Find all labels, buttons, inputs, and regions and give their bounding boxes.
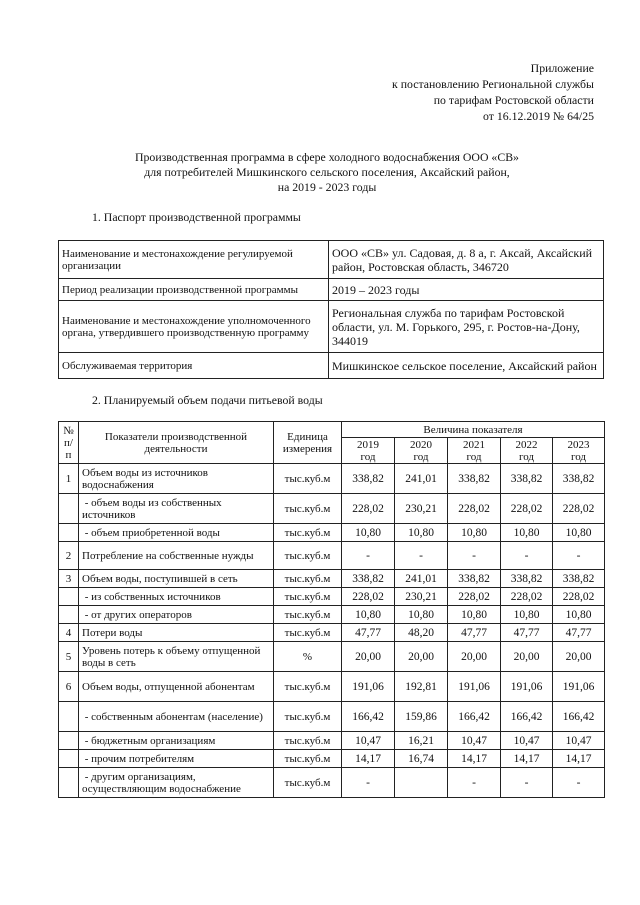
row-value: 20,00 bbox=[448, 642, 501, 672]
row-value: 47,77 bbox=[448, 624, 501, 642]
row-indicator: Уровень потерь к объему отпущенной воды в сеть bbox=[79, 642, 274, 672]
appendix-line: по тарифам Ростовской области bbox=[433, 93, 594, 107]
row-value: 48,20 bbox=[395, 624, 448, 642]
row-indicator: - от других операторов bbox=[79, 606, 274, 624]
row-value: 16,21 bbox=[395, 732, 448, 750]
row-value: 228,02 bbox=[342, 494, 395, 524]
row-unit: тыс.куб.м bbox=[274, 702, 342, 732]
row-value: 10,47 bbox=[448, 732, 501, 750]
table-row bbox=[59, 494, 605, 524]
row-indicator: Объем воды из источников водоснабжения bbox=[79, 464, 274, 494]
row-value: 14,17 bbox=[342, 750, 395, 768]
row-number bbox=[59, 606, 79, 624]
passport-label: Наименование и местонахождение уполномоченного органа, утвердившего производственную программу bbox=[59, 301, 329, 353]
row-indicator: - прочим потребителям bbox=[79, 750, 274, 768]
passport-value: Региональная служба по тарифам Ростовской области, ул. М. Горького, 295, г. Ростов-на-Дону, 344019 bbox=[329, 301, 604, 353]
row-value: 228,02 bbox=[342, 588, 395, 606]
row-value: 338,82 bbox=[553, 570, 605, 588]
header-year: 2022 год bbox=[501, 438, 553, 464]
row-unit: тыс.куб.м bbox=[274, 732, 342, 750]
row-unit: тыс.куб.м bbox=[274, 494, 342, 524]
header-year: 2021 год bbox=[448, 438, 501, 464]
table-row bbox=[59, 624, 605, 642]
row-value: 14,17 bbox=[553, 750, 605, 768]
row-value: - bbox=[501, 542, 553, 570]
table-row bbox=[59, 570, 605, 588]
row-value: 10,80 bbox=[501, 606, 553, 624]
table-row bbox=[59, 702, 605, 732]
table-row bbox=[59, 606, 605, 624]
row-value: 338,82 bbox=[448, 464, 501, 494]
passport-label: Обслуживаемая территория bbox=[59, 353, 329, 379]
row-value: 241,01 bbox=[395, 464, 448, 494]
row-value: 338,82 bbox=[342, 464, 395, 494]
row-unit: тыс.куб.м bbox=[274, 750, 342, 768]
row-indicator: - объем воды из собственных источников bbox=[79, 494, 274, 524]
row-value: - bbox=[342, 768, 395, 798]
passport-value: ООО «СВ» ул. Садовая, д. 8 а, г. Аксай, Аксайский район, Ростовская область, 346720 bbox=[329, 241, 604, 279]
header-year: 2019 год bbox=[342, 438, 395, 464]
row-indicator: Потери воды bbox=[79, 624, 274, 642]
row-number bbox=[59, 524, 79, 542]
passport-row bbox=[59, 301, 604, 353]
row-value: 10,80 bbox=[395, 606, 448, 624]
appendix-line: Приложение bbox=[530, 61, 594, 75]
header-year: 2020 год bbox=[395, 438, 448, 464]
row-value: 20,00 bbox=[553, 642, 605, 672]
appendix-block bbox=[392, 60, 594, 124]
row-value: 10,80 bbox=[448, 524, 501, 542]
row-value: 228,02 bbox=[448, 494, 501, 524]
row-value: 166,42 bbox=[553, 702, 605, 732]
row-value: 230,21 bbox=[395, 588, 448, 606]
header-value-group: Величина показателя bbox=[342, 422, 605, 438]
row-indicator: - собственным абонентам (население) bbox=[79, 702, 274, 732]
row-unit: тыс.куб.м bbox=[274, 606, 342, 624]
row-value: 10,47 bbox=[501, 732, 553, 750]
row-value: 10,80 bbox=[395, 524, 448, 542]
row-value: 10,80 bbox=[342, 606, 395, 624]
passport-row bbox=[59, 241, 604, 279]
row-value: 10,47 bbox=[553, 732, 605, 750]
table-row bbox=[59, 542, 605, 570]
passport-value: 2019 – 2023 годы bbox=[329, 279, 604, 301]
row-unit: тыс.куб.м bbox=[274, 524, 342, 542]
table-row bbox=[59, 732, 605, 750]
row-value: 192,81 bbox=[395, 672, 448, 702]
row-value: 241,01 bbox=[395, 570, 448, 588]
row-value: 20,00 bbox=[342, 642, 395, 672]
table-row bbox=[59, 768, 605, 798]
row-unit: % bbox=[274, 642, 342, 672]
row-value: 166,42 bbox=[501, 702, 553, 732]
table-row bbox=[59, 464, 605, 494]
row-value: 10,80 bbox=[448, 606, 501, 624]
row-indicator: - другим организациям, осуществляющим водоснабжение bbox=[79, 768, 274, 798]
row-value: 191,06 bbox=[553, 672, 605, 702]
header-year: 2023 год bbox=[553, 438, 605, 464]
row-value: 230,21 bbox=[395, 494, 448, 524]
row-number bbox=[59, 750, 79, 768]
row-value: - bbox=[395, 542, 448, 570]
row-number: 5 bbox=[59, 642, 79, 672]
row-value: 159,86 bbox=[395, 702, 448, 732]
document-title: Производственная программа в сфере холодного водоснабжения ООО «СВ» для потребителей Мишкинского сельского поселения, Аксайский район, на 2019 - 2023 годы bbox=[135, 150, 519, 194]
row-number: 4 bbox=[59, 624, 79, 642]
table-row bbox=[59, 672, 605, 702]
row-value: 20,00 bbox=[395, 642, 448, 672]
row-value: 166,42 bbox=[448, 702, 501, 732]
passport-label: Период реализации производственной программы bbox=[59, 279, 329, 301]
table-row bbox=[59, 588, 605, 606]
row-value: 228,02 bbox=[501, 588, 553, 606]
row-indicator: Потребление на собственные нужды bbox=[79, 542, 274, 570]
header-num: № п/п bbox=[59, 422, 79, 464]
row-value: 338,82 bbox=[553, 464, 605, 494]
table-row bbox=[59, 642, 605, 672]
row-number: 2 bbox=[59, 542, 79, 570]
row-unit: тыс.куб.м bbox=[274, 588, 342, 606]
row-unit: тыс.куб.м bbox=[274, 624, 342, 642]
row-value: 338,82 bbox=[501, 570, 553, 588]
row-value: 10,80 bbox=[553, 524, 605, 542]
row-unit: тыс.куб.м bbox=[274, 464, 342, 494]
row-value: 47,77 bbox=[501, 624, 553, 642]
row-value: 47,77 bbox=[342, 624, 395, 642]
row-unit: тыс.куб.м bbox=[274, 672, 342, 702]
row-number bbox=[59, 732, 79, 750]
row-value: 191,06 bbox=[448, 672, 501, 702]
row-value: 166,42 bbox=[342, 702, 395, 732]
passport-value: Мишкинское сельское поселение, Аксайский район bbox=[329, 353, 604, 379]
row-number bbox=[59, 702, 79, 732]
row-unit: тыс.куб.м bbox=[274, 542, 342, 570]
row-value: - bbox=[448, 542, 501, 570]
appendix-line: к постановлению Региональной службы bbox=[392, 77, 594, 91]
row-value: 14,17 bbox=[448, 750, 501, 768]
row-value: 191,06 bbox=[501, 672, 553, 702]
passport-row bbox=[59, 353, 604, 379]
row-value: - bbox=[553, 768, 605, 798]
row-indicator: - объем приобретенной воды bbox=[79, 524, 274, 542]
row-indicator: Объем воды, отпущенной абонентам bbox=[79, 672, 274, 702]
row-number bbox=[59, 768, 79, 798]
header-indicator: Показатели производственной деятельности bbox=[79, 422, 274, 464]
row-value: 47,77 bbox=[553, 624, 605, 642]
section-1-heading: 1. Паспорт производственной программы bbox=[92, 210, 301, 224]
passport-row bbox=[59, 279, 604, 301]
row-value: 338,82 bbox=[342, 570, 395, 588]
row-number: 1 bbox=[59, 464, 79, 494]
row-value: - bbox=[448, 768, 501, 798]
row-value: - bbox=[501, 768, 553, 798]
row-indicator: - бюджетным организациям bbox=[79, 732, 274, 750]
row-number bbox=[59, 494, 79, 524]
row-number bbox=[59, 588, 79, 606]
row-number: 3 bbox=[59, 570, 79, 588]
header-unit: Единица измерения bbox=[274, 422, 342, 464]
row-unit: тыс.куб.м bbox=[274, 570, 342, 588]
passport-label: Наименование и местонахождение регулируемой организации bbox=[59, 241, 329, 279]
row-value: 228,02 bbox=[553, 494, 605, 524]
volume-table bbox=[58, 421, 605, 798]
row-value: 10,47 bbox=[342, 732, 395, 750]
passport-table bbox=[58, 240, 604, 379]
appendix-date-number: от 16.12.2019 № 64/25 bbox=[483, 109, 594, 123]
row-value bbox=[395, 768, 448, 798]
row-value: - bbox=[342, 542, 395, 570]
row-value: 14,17 bbox=[501, 750, 553, 768]
row-value: 228,02 bbox=[448, 588, 501, 606]
row-indicator: Объем воды, поступившей в сеть bbox=[79, 570, 274, 588]
row-value: - bbox=[553, 542, 605, 570]
row-value: 16,74 bbox=[395, 750, 448, 768]
row-value: 338,82 bbox=[448, 570, 501, 588]
row-unit: тыс.куб.м bbox=[274, 768, 342, 798]
row-value: 228,02 bbox=[553, 588, 605, 606]
row-indicator: - из собственных источников bbox=[79, 588, 274, 606]
row-value: 10,80 bbox=[501, 524, 553, 542]
row-value: 10,80 bbox=[553, 606, 605, 624]
section-2-heading: 2. Планируемый объем подачи питьевой воды bbox=[92, 393, 323, 407]
row-value: 191,06 bbox=[342, 672, 395, 702]
table-row bbox=[59, 524, 605, 542]
row-value: 10,80 bbox=[342, 524, 395, 542]
row-number: 6 bbox=[59, 672, 79, 702]
row-value: 228,02 bbox=[501, 494, 553, 524]
row-value: 338,82 bbox=[501, 464, 553, 494]
row-value: 20,00 bbox=[501, 642, 553, 672]
table-row bbox=[59, 750, 605, 768]
